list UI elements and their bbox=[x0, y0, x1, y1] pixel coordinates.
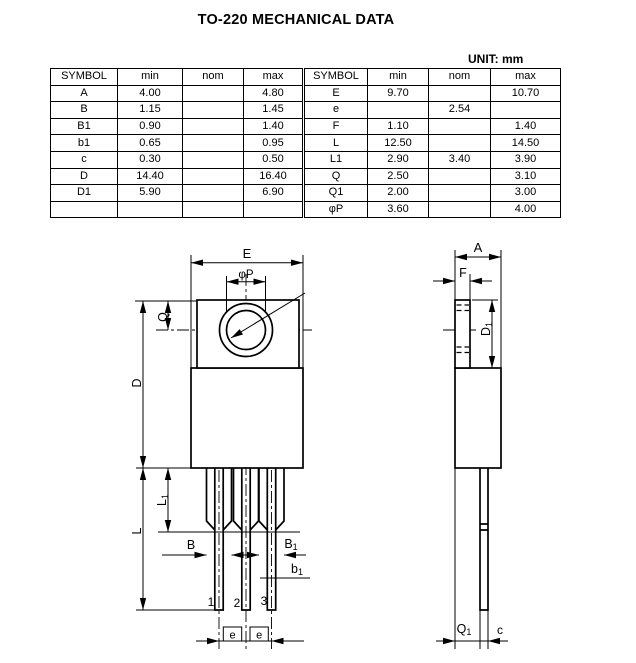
dim-label-F: F bbox=[459, 266, 467, 280]
arrow-right bbox=[195, 552, 207, 558]
lead-side bbox=[480, 468, 488, 610]
table-cell: 0.50 bbox=[244, 151, 304, 168]
dimension-Q1-c bbox=[436, 468, 508, 649]
arrow-up bbox=[165, 468, 171, 480]
table-cell: 12.50 bbox=[368, 135, 429, 152]
pin-number-2: 2 bbox=[233, 596, 241, 610]
dim-label-e2: e bbox=[256, 629, 263, 642]
table-cell: 1.45 bbox=[244, 102, 304, 119]
dimension-Q bbox=[135, 301, 197, 330]
pin-number-1: 1 bbox=[207, 595, 215, 609]
table-cell: Q1 bbox=[304, 185, 368, 202]
arrow-up bbox=[165, 301, 171, 313]
dim-label-L: L bbox=[130, 527, 144, 535]
dimension-F bbox=[433, 266, 492, 300]
table-cell: 3.90 bbox=[491, 151, 561, 168]
table-cell: 9.70 bbox=[368, 85, 429, 102]
table-cell: 0.90 bbox=[118, 118, 183, 135]
front-view bbox=[130, 246, 312, 649]
table-cell: φP bbox=[304, 201, 368, 218]
column-header: SYMBOL bbox=[51, 69, 118, 86]
column-header: nom bbox=[429, 69, 491, 86]
arrow-down bbox=[140, 598, 146, 610]
arrow-right bbox=[443, 638, 455, 644]
table-cell: B bbox=[51, 102, 118, 119]
table-cell: D1 bbox=[51, 185, 118, 202]
table-cell: 4.00 bbox=[118, 85, 183, 102]
table-cell: 1.40 bbox=[491, 118, 561, 135]
table-cell: 2.90 bbox=[368, 151, 429, 168]
table-cell: 4.80 bbox=[244, 85, 304, 102]
table-cell: 3.40 bbox=[429, 151, 491, 168]
table-cell: 1.10 bbox=[368, 118, 429, 135]
table-cell: F bbox=[304, 118, 368, 135]
table-cell: 5.90 bbox=[118, 185, 183, 202]
arrow-right bbox=[207, 638, 219, 644]
arrow-left bbox=[227, 279, 239, 285]
column-header: max bbox=[244, 69, 304, 86]
dimension-e bbox=[196, 627, 304, 644]
dim-label-D1: D1 bbox=[479, 321, 494, 337]
table-cell: 6.90 bbox=[244, 185, 304, 202]
dimension-D1 bbox=[472, 300, 498, 368]
table-cell: b1 bbox=[51, 135, 118, 152]
arrow-left bbox=[232, 552, 244, 558]
table-cell: 1.15 bbox=[118, 102, 183, 119]
dim-label-D: D bbox=[130, 378, 144, 388]
table-cell: 2.50 bbox=[368, 168, 429, 185]
dim-label-Q: Q bbox=[156, 312, 170, 322]
table-cell: 2.00 bbox=[368, 185, 429, 202]
table-cell: E bbox=[304, 85, 368, 102]
pin-number-3: 3 bbox=[260, 594, 268, 608]
dim-label-B1: B1 bbox=[284, 537, 298, 552]
column-header: SYMBOL bbox=[304, 69, 368, 86]
table-cell: 1.40 bbox=[244, 118, 304, 135]
dimension-B-B1 bbox=[162, 537, 306, 558]
table-cell: Q bbox=[304, 168, 368, 185]
arrow-right bbox=[443, 278, 455, 284]
column-header: min bbox=[118, 69, 183, 86]
table-cell: L1 bbox=[304, 151, 368, 168]
arrow-left bbox=[191, 260, 203, 266]
side-package-outline bbox=[455, 300, 501, 610]
side-view bbox=[433, 240, 508, 649]
table-cell: A bbox=[51, 85, 118, 102]
package-body bbox=[191, 368, 303, 468]
unit-label: UNIT: mm bbox=[468, 52, 524, 66]
arrow-left bbox=[488, 638, 500, 644]
front-package-outline bbox=[191, 300, 303, 610]
arrow-down bbox=[489, 356, 495, 368]
table-cell: 0.95 bbox=[244, 135, 304, 152]
column-header: max bbox=[491, 69, 561, 86]
table-cell: B1 bbox=[51, 118, 118, 135]
arrow-left bbox=[284, 552, 296, 558]
arrow-left bbox=[470, 278, 482, 284]
table-cell: 16.40 bbox=[244, 168, 304, 185]
table-cell: 3.60 bbox=[368, 201, 429, 218]
page-title: TO-220 MECHANICAL DATA bbox=[197, 12, 395, 28]
column-header: min bbox=[368, 69, 429, 86]
arrow-down bbox=[165, 520, 171, 532]
arrow-right bbox=[489, 254, 501, 260]
table-cell: L bbox=[304, 135, 368, 152]
arrow-right bbox=[254, 279, 266, 285]
pin-numbers bbox=[208, 594, 268, 610]
table-cell: 3.00 bbox=[491, 185, 561, 202]
table-cell: D bbox=[51, 168, 118, 185]
arrow-down bbox=[140, 456, 146, 468]
dim-label-A: A bbox=[473, 240, 483, 255]
dimension-L1 bbox=[155, 468, 300, 532]
table-cell: e bbox=[304, 102, 368, 119]
dim-label-Q1: Q1 bbox=[456, 622, 472, 637]
table-cell: 14.40 bbox=[118, 168, 183, 185]
dim-label-c: c bbox=[497, 623, 503, 637]
dim-label-b1: b1 bbox=[291, 562, 303, 577]
table-cell: 10.70 bbox=[491, 85, 561, 102]
arrow-up bbox=[140, 468, 146, 480]
dim-label-E: E bbox=[242, 246, 252, 261]
table-cell: c bbox=[51, 151, 118, 168]
column-header: nom bbox=[183, 69, 244, 86]
arrow-right bbox=[291, 260, 303, 266]
table-cell: 2.54 bbox=[429, 102, 491, 119]
arrow-up bbox=[489, 300, 495, 312]
table-cell: 0.65 bbox=[118, 135, 183, 152]
arrow-right bbox=[247, 552, 259, 558]
table-cell: 4.00 bbox=[491, 201, 561, 218]
dim-label-e1: e bbox=[229, 629, 236, 642]
arrow-left bbox=[272, 638, 284, 644]
table-cell: 14.50 bbox=[491, 135, 561, 152]
dim-label-B: B bbox=[186, 538, 196, 552]
package-body-side bbox=[455, 368, 501, 468]
dim-label-phiP: φP bbox=[238, 269, 254, 281]
arrow-up bbox=[140, 301, 146, 313]
table-cell: 3.10 bbox=[491, 168, 561, 185]
table-cell: 0.30 bbox=[118, 151, 183, 168]
arrow-left bbox=[455, 254, 467, 260]
dim-label-L1: L1 bbox=[155, 494, 170, 506]
